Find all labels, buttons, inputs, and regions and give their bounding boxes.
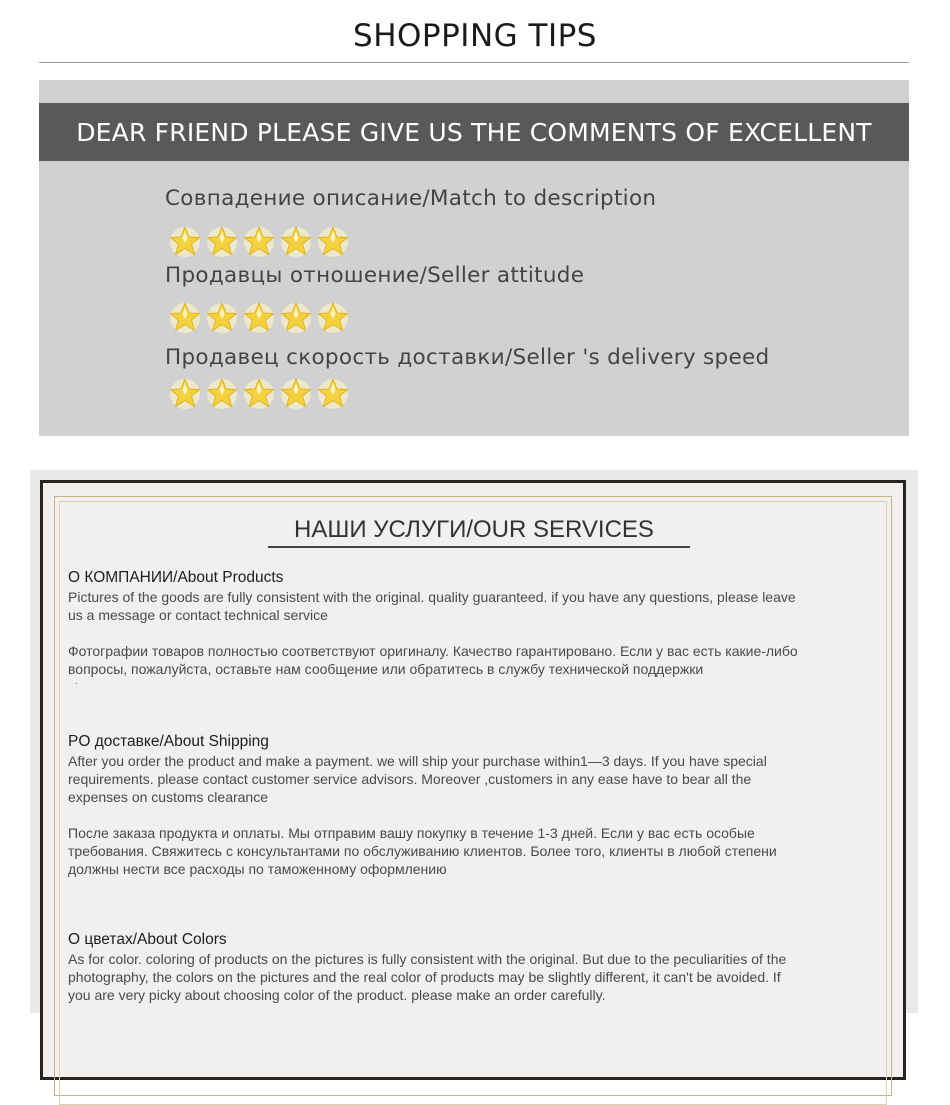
star-rating-attitude [168, 300, 350, 334]
star-icon [279, 300, 313, 334]
section-heading-shipping: PO доставке/About Shipping [68, 733, 269, 750]
star-icon [316, 224, 350, 258]
star-icon [168, 224, 202, 258]
comments-banner: DEAR FRIEND PLEASE GIVE US THE COMMENTS OF EXCELLENT [39, 103, 909, 161]
star-rating-description [168, 224, 350, 258]
section-text-shipping-ru: После заказа продукта и оплаты. Мы отправим вашу покупку в течение 1-3 дней. Если у вас есть особые требования. Свяжитесь с консультантами по обслуживанию клиентов. Более того, клиенты в любой степени должны нести все расходы по таможенному оформлению [68, 825, 777, 877]
criterion-label-delivery: Продавец скорость доставки/Seller 's delivery speed [165, 345, 770, 370]
star-icon [279, 376, 313, 410]
services-title: НАШИ УСЛУГИ/OUR SERVICES [294, 516, 654, 543]
title-divider [39, 62, 909, 63]
star-icon [316, 376, 350, 410]
star-icon [242, 224, 276, 258]
criterion-label-attitude: Продавцы отношение/Seller attitude [165, 263, 585, 288]
star-icon [205, 376, 239, 410]
section-text-products-ru: Фотографии товаров полностью соответствуют оригиналу. Качество гарантировано. Если у вас есть какие-либо вопросы, пожалуйста, оставьте нам сообщение или обратитесь в службу технической поддержки [68, 643, 798, 677]
star-icon [316, 300, 350, 334]
star-icon [168, 376, 202, 410]
section-text-colors-en: As for color. coloring of products on the pictures is fully consistent with the original. But due to the peculiarities of the photography, the colors on the pictures and the real color of products may be slightly different, it can't be avoided. If you are very picky about choosing color of the product. please make an order carefully. [68, 951, 787, 1003]
services-card [30, 470, 918, 1013]
shopping-tips-title: SHOPPING TIPS [353, 18, 597, 54]
rating-panel [39, 80, 909, 436]
star-icon [242, 376, 276, 410]
section-text-shipping-en: After you order the product and make a payment. we will ship your purchase within1—3 days. If you have special requirements. please contact customer service advisors. Moreover ,customers in any ease have to bear all the expenses on customs clearance [68, 753, 767, 805]
star-icon [242, 300, 276, 334]
services-title-underline [268, 546, 690, 548]
star-icon [205, 300, 239, 334]
section-heading-products: О КОМПАНИИ/About Products [68, 569, 284, 586]
stray-dot: . [75, 676, 78, 687]
section-text-products-en: Pictures of the goods are fully consistent with the original. quality guaranteed. if you have any questions, please leave us a message or contact technical service [68, 589, 796, 623]
section-heading-colors: О цветах/About Colors [68, 931, 227, 948]
star-icon [168, 300, 202, 334]
star-rating-delivery [168, 376, 350, 410]
star-icon [279, 224, 313, 258]
criterion-label-description: Совпадение описание/Match to description [165, 186, 657, 211]
star-icon [205, 224, 239, 258]
